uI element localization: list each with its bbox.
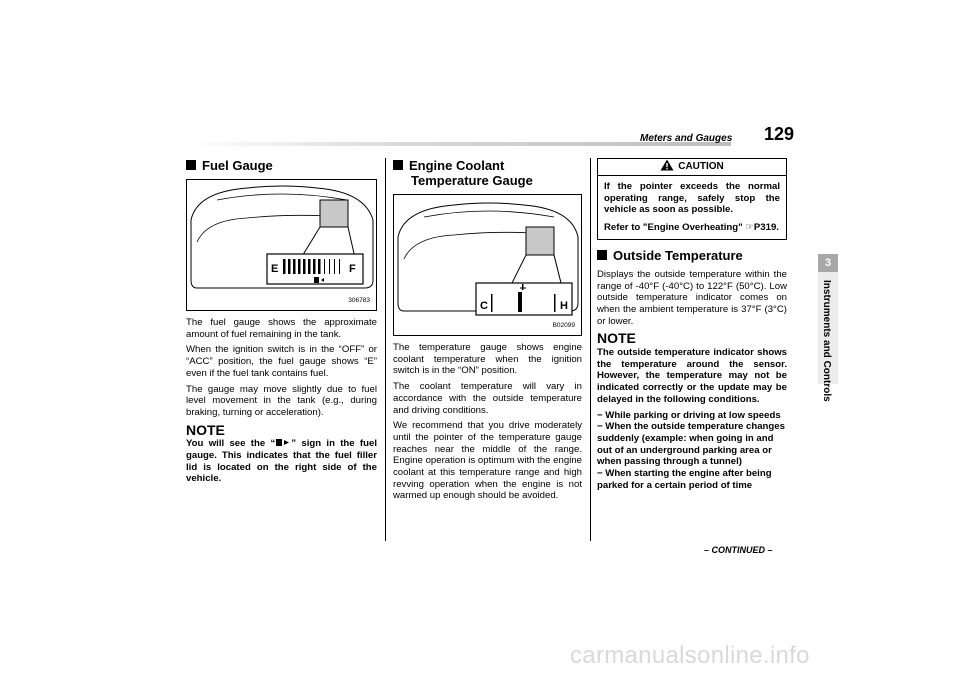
coolant-gauge-section	[393, 158, 582, 506]
column-rule-2	[590, 158, 591, 541]
caution-text: If the pointer exceeds the normal operating range, safely stop the vehicle as soon as possible.	[604, 181, 780, 216]
chapter-tab	[821, 280, 844, 402]
coolant-gauge-illustration	[394, 195, 581, 335]
paragraph: When the ignition switch is in the “OFF” or “ACC” position, the fuel gauge shows “E” even if the fuel tank contains fuel.	[186, 344, 377, 379]
fuel-gauge-figure	[186, 179, 377, 311]
note-text: You will see the “ ” sign in the fuel gauge. This indicates that the fuel filler lid is located on the right side of the vehicle.	[186, 438, 377, 485]
column-rule-1	[385, 158, 386, 541]
fuel-gauge-illustration	[187, 180, 376, 310]
coolant-temp-icon	[522, 284, 524, 290]
paragraph: The fuel gauge shows the approximate amount of fuel remaining in the tank.	[186, 317, 377, 340]
fuel-gauge-section	[186, 158, 377, 489]
section-title: Meters and Gauges	[640, 133, 733, 144]
section-marker-icon	[597, 250, 607, 260]
fuel-empty-label: E	[271, 263, 279, 275]
chapter-tab-label: Instruments and Controls	[821, 280, 832, 402]
condition-item: − While parking or driving at low speeds	[597, 409, 781, 421]
paragraph: We recommend that you drive moderately until the pointer of the temperature gauge reaches near the middle of the range. Engine operation is optimum with the engine coolant at this temperature range and high revving operation when the engine is not warmed up enough should be avoided.	[393, 420, 582, 502]
coolant-cold-label: C	[480, 300, 488, 312]
paragraph: The coolant temperature will vary in accordance with the outside temperature and driving conditions.	[393, 381, 582, 416]
section-marker-icon	[393, 160, 403, 170]
caution-box	[597, 158, 787, 240]
outside-temperature-heading: Outside Temperature	[597, 248, 787, 263]
condition-item: − When the outside temperature changes suddenly (example: when going in and out of an underground parking area or when passing through a tunnel)	[597, 421, 785, 468]
page-number: 129	[764, 124, 795, 144]
coolant-gauge-heading: Engine Coolant Temperature Gauge	[393, 158, 582, 188]
outside-temperature-section	[597, 158, 787, 491]
figure-id: 306783	[348, 297, 370, 305]
fuel-pump-icon	[314, 277, 319, 283]
chapter-tab-number: 3	[818, 254, 838, 272]
continued-label: – CONTINUED –	[704, 545, 773, 555]
warning-triangle-icon	[660, 159, 674, 171]
watermark: carmanualsonline.info	[570, 642, 810, 669]
paragraph: The gauge may move slightly due to fuel level movement in the tank (e.g., during braking, turning or acceleration).	[186, 383, 377, 418]
note-text: The outside temperature indicator shows the temperature around the sensor. However, the temperature may not be indicated correctly or the update may be delayed in the following conditions.	[597, 347, 787, 405]
fuel-full-label: F	[349, 263, 356, 275]
caution-title: CAUTION	[678, 161, 724, 172]
condition-item: − When starting the engine after being parked for a certain period of time	[597, 468, 772, 491]
caution-reference: Refer to "Engine Overheating" ☞P319.	[604, 222, 779, 234]
fuel-gauge-heading: Fuel Gauge	[186, 158, 377, 173]
section-marker-icon	[186, 160, 196, 170]
figure-id: B02099	[552, 322, 575, 330]
fuel-filler-side-icon	[275, 438, 291, 447]
paragraph: The temperature gauge shows engine coolant temperature when the ignition switch is in the “ON” position.	[393, 342, 582, 377]
caution-body	[598, 176, 786, 239]
paragraph: Displays the outside temperature within the range of -40°F (-40°C) to 122°F (50°C). Low outside temperature indicator comes on when the ambient temperature is 37°F (3°C) or lower.	[597, 268, 787, 327]
caution-header	[598, 159, 786, 176]
coolant-gauge-figure	[393, 194, 582, 336]
note-heading: NOTE	[186, 421, 225, 438]
coolant-hot-label: H	[560, 300, 568, 312]
note-heading: NOTE	[597, 330, 636, 347]
